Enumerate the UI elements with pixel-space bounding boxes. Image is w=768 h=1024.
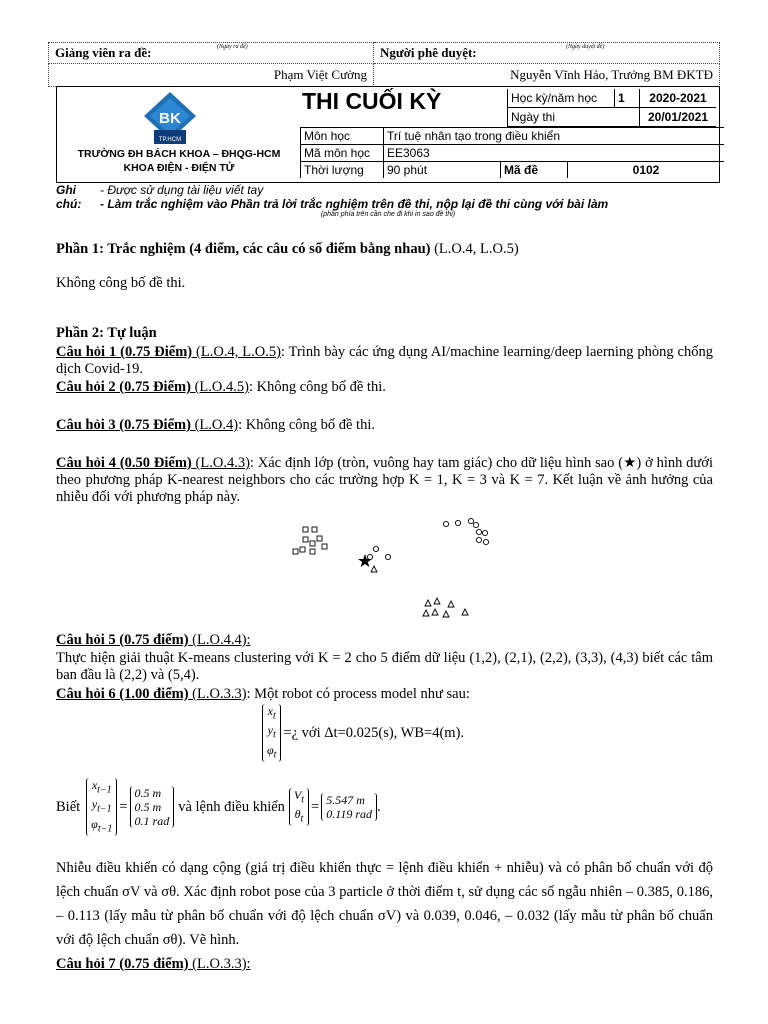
q5-text: Thực hiện giải thuật K-means clustering với K = 2 cho 5 điểm dữ liệu (1,2), (2,1), (2,2), (3,3), (4,3) biết các tâm ban đầu là (2,2) và (5,4). <box>56 650 713 683</box>
triangle-point <box>448 601 454 607</box>
state-y: y <box>267 723 273 738</box>
notes-label-1: Ghi <box>56 183 76 197</box>
circle-point <box>483 539 488 544</box>
notes-line-2: - Làm trắc nghiệm vào Phần trả lời trắc nghiệm trên đề thi, nộp lại đề thi cùng với bài làm <box>100 197 609 211</box>
logo-text: BK <box>159 110 181 127</box>
exam-code-value: 0102 <box>568 162 725 179</box>
part2-title: Phần 2: Tự luận <box>56 325 157 341</box>
prev-x-value: 0.5 m <box>134 786 162 801</box>
circle-point <box>476 529 481 534</box>
q3-head: Câu hỏi 3 (0.75 Điểm) <box>56 417 191 433</box>
state-vector <box>262 704 281 762</box>
prev-phi-value: 0.1 rad <box>134 814 170 829</box>
triangle-points <box>371 566 468 617</box>
q6-biet: Biết <box>56 798 81 815</box>
q6-known-values: Biết $x_{t-1}$ $y_{t-1}$ $\varphi_{t-1}$ = 0.5 m 0.5 m 0.1 rad và lệnh điều khiển $V_t$ $\theta_t$ = 5.547 m 0.119 rad . <box>56 778 381 835</box>
q4-head: Câu hỏi 4 (0.50 Điểm) <box>56 455 192 471</box>
approver-label-cell <box>374 43 720 64</box>
notes-label-2: chú: <box>56 197 82 211</box>
date-label: Ngày thi <box>508 108 640 127</box>
year-value: 2020-2021 <box>640 89 717 108</box>
control-v-sub: t <box>301 794 305 806</box>
square-point <box>293 549 298 554</box>
control-values <box>321 793 377 821</box>
q1-text: : Trình bày các ứng dụng AI/machine learning/deep laerning phòng chống dịch Covid-19. <box>56 344 713 377</box>
q6-equation-tail: =¿ với Δt=0.025(s), WB=4(m). <box>283 724 465 741</box>
circle-point <box>443 521 448 526</box>
code-label: Mã môn học <box>301 145 384 162</box>
semester-value: 1 <box>615 89 640 108</box>
approver-name: Nguyễn Vĩnh Hảo, Trưởng BM ĐKTĐ <box>374 64 720 87</box>
lecturer-name: Phạm Việt Cường <box>49 64 374 87</box>
q7-lo: (L.O.3.3): <box>188 956 251 972</box>
square-points <box>293 527 327 554</box>
circle-points <box>367 518 488 559</box>
approver-date-hint: (Ngày duyệt đề) <box>566 44 605 50</box>
prev-state-vector <box>86 778 117 836</box>
q2-head: Câu hỏi 2 (0.75 Điểm) <box>56 379 191 395</box>
lecturer-label: Giảng viên ra đề: <box>55 45 152 60</box>
prev-y-sub: t−1 <box>97 803 112 815</box>
semester-table <box>507 89 716 127</box>
question-4 <box>56 455 713 506</box>
star-query-point <box>358 554 372 567</box>
prev-y-value: 0.5 m <box>134 800 162 815</box>
control-theta-value: 0.119 rad <box>326 807 373 822</box>
state-phi: φ <box>267 742 274 757</box>
question-3 <box>56 417 720 434</box>
q2-lo: (L.O.4.5) <box>190 379 249 395</box>
q5-head: Câu hỏi 5 (0.75 điểm) <box>56 632 189 648</box>
q6-heading <box>56 686 720 703</box>
part1-text: Không công bố đề thi. <box>56 275 186 291</box>
duration-label: Thời lượng <box>301 162 384 179</box>
date-value: 20/01/2021 <box>640 108 717 127</box>
circle-point <box>476 537 481 542</box>
q7-heading <box>56 956 720 973</box>
triangle-point <box>462 609 468 615</box>
square-point <box>312 527 317 532</box>
square-point <box>317 536 322 541</box>
circle-point <box>373 546 378 551</box>
question-1 <box>56 344 713 378</box>
q6-lo: (L.O.3.3) <box>188 686 247 702</box>
circle-point <box>385 554 390 559</box>
control-theta: θ <box>294 807 301 822</box>
code-value: EE3063 <box>384 145 725 162</box>
q6-process-equation <box>262 704 464 762</box>
exam-code-label: Mã đề <box>501 162 568 179</box>
q4-lo: (L.O.4.3) <box>191 455 250 471</box>
prev-y: y <box>91 797 98 812</box>
circle-point <box>367 554 372 559</box>
triangle-point <box>425 600 431 606</box>
q1-head: Câu hỏi 1 (0.75 Điểm) <box>56 344 193 360</box>
course-info-table <box>300 127 724 178</box>
square-point <box>300 547 305 552</box>
prev-x: x <box>91 778 98 792</box>
control-vector <box>289 788 309 827</box>
q3-lo: (L.O.4) <box>190 417 239 433</box>
state-phi-sub: t <box>273 749 277 761</box>
part1-title: Phần 1: Trắc nghiệm (4 điểm, các câu có số điểm bằng nhau) <box>56 241 431 257</box>
control-theta-sub: t <box>300 813 304 825</box>
triangle-point <box>432 609 438 615</box>
faculty-name: KHOA ĐIỆN - ĐIỆN TỬ <box>123 162 235 174</box>
notes-line-1: - Được sử dụng tài liệu viết tay <box>100 183 264 197</box>
q6-noise-text: Nhiễu điều khiển có dạng cộng (giá trị điều khiển thực = lệnh điều khiển + nhiễu) và có phân bố chuẩn với độ lệch chuẩn σV và σθ. Xác định robot pose của 3 particle ở thời điểm t, sử dụng các số ngẫu nhiên – 0.385, 0.186, – 0.113 (lấy mẫu từ phân bố chuẩn với độ lệch chuẩn σV) và 0.039, 0.046, – 0.032 (lấy mẫu từ phân bố chuẩn với độ lệch chuẩn σθ). Vẽ hình. <box>56 860 713 948</box>
circle-point <box>468 518 473 523</box>
duration-value: 90 phút <box>384 162 501 179</box>
q5-lo: (L.O.4.4): <box>188 632 251 648</box>
question-2 <box>56 379 720 396</box>
circle-point <box>455 520 460 525</box>
q6-text: : Một robot có process model như sau: <box>246 686 470 702</box>
exam-notes <box>56 183 608 211</box>
state-x: x <box>267 704 273 718</box>
cover-note: (phần phía trên cần che đi khi in sao đề thi) <box>320 211 456 218</box>
prev-x-sub: t−1 <box>97 784 112 796</box>
square-point <box>303 537 308 542</box>
triangle-point <box>423 610 429 616</box>
course-label: Môn học <box>301 128 384 145</box>
q2-text: : Không công bố đề thi. <box>248 379 386 395</box>
course-value: Trí tuệ nhân tạo trong điều khiển <box>384 128 725 145</box>
lecturer-date-hint: (Ngày ra đề) <box>217 44 248 50</box>
state-y-sub: t <box>272 729 276 741</box>
square-point <box>310 541 315 546</box>
part1-heading <box>56 241 720 258</box>
square-point <box>310 549 315 554</box>
q7-head: Câu hỏi 7 (0.75 điểm) <box>56 956 189 972</box>
q4-text: : Xác định lớp (tròn, vuông hay tam giác) cho dữ liệu hình sao (★) ở hình dưới theo phương pháp K-nearest neighbors cho các trường hợp K = 1, K = 3 và K = 7. Kết luận về ảnh hưởng của nhiễu đối với phương pháp này. <box>56 455 713 505</box>
lecturer-label-cell <box>49 43 374 64</box>
q6-control-text: và lệnh điều khiển <box>178 798 285 815</box>
square-point <box>303 527 308 532</box>
exam-title: THI CUỐI KỲ <box>302 88 442 114</box>
control-v: V <box>293 787 302 802</box>
knn-figure <box>280 510 510 625</box>
q3-text: : Không công bố đề thi. <box>238 417 375 433</box>
prev-phi: φ <box>91 816 98 831</box>
q5-heading <box>56 632 720 649</box>
university-logo <box>140 90 200 148</box>
triangle-point <box>434 598 440 604</box>
logo-subtext: TP.HCM <box>158 137 182 143</box>
triangle-point <box>443 611 449 617</box>
control-v-value: 5.547 m <box>326 793 365 808</box>
circle-point <box>482 530 487 535</box>
approver-label: Người phê duyệt: <box>380 45 477 60</box>
semester-label: Học kỳ/năm học <box>508 89 615 108</box>
prev-phi-sub: t−1 <box>97 823 113 835</box>
square-point <box>322 544 327 549</box>
circle-point <box>473 522 478 527</box>
triangle-point <box>371 566 377 572</box>
school-name: TRƯỜNG ĐH BÁCH KHOA – ĐHQG-HCM <box>77 148 281 160</box>
part1-lo: (L.O.4, L.O.5) <box>430 241 519 257</box>
approval-table <box>48 42 720 87</box>
prev-state-values <box>130 786 175 828</box>
q1-lo: (L.O.4, L.O.5) <box>192 344 281 360</box>
state-x-sub: t <box>272 710 276 722</box>
q6-head: Câu hỏi 6 (1.00 điểm) <box>56 686 189 702</box>
